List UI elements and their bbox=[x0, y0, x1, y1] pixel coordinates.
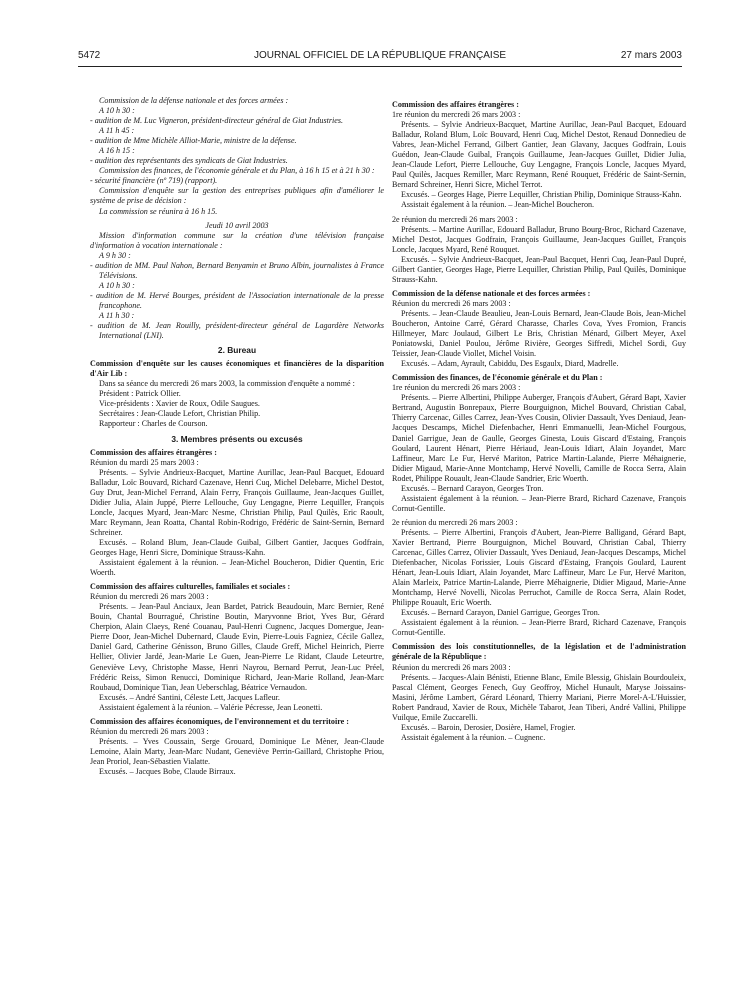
paragraph: Assistaient également à la réunion. – Jean-Michel Boucheron, Didier Quentin, Eric Woerth. bbox=[90, 558, 384, 578]
paragraph: Présents. – Jacques-Alain Bénisti, Etienne Blanc, Emile Blessig, Ghislain Bourdouleix, Pascal Clément, Georges Fenech, Guy Geoffroy, Michel Hunault, Maryse Joissains-Masini, Jérôme Lambert, Gérard Léonard, Thierry Mariani, Pierre Morel-A-L'Huissier, Robert Pandraud, Xavier de Roux, Michèle Tabarot, Jean Tiberi, André Vallini, Philippe Vuilque, Emile Zuccarelli. bbox=[392, 672, 686, 722]
paragraph: Excusés. – Adam, Ayrault, Cabiddu, Des Esgaulx, Diard, Madrelle. bbox=[401, 359, 619, 369]
paragraph: A 10 h 30 : bbox=[99, 280, 135, 290]
journal-title: JOURNAL OFFICIEL DE LA RÉPUBLIQUE FRANÇAISE bbox=[253, 50, 507, 61]
paragraph: Réunion du mercredi 26 mars 2003 : bbox=[90, 726, 209, 736]
section-heading: 2. Bureau bbox=[217, 345, 257, 356]
paragraph: A 9 h 30 : bbox=[99, 250, 131, 260]
paragraph: Excusés. – Bernard Carayon, Georges Tron. bbox=[401, 483, 544, 493]
paragraph: Vice-présidents : Xavier de Roux, Odile Saugues. bbox=[99, 399, 260, 409]
paragraph: Réunion du mercredi 26 mars 2003 : bbox=[392, 298, 511, 308]
paragraph: 1re réunion du mercredi 26 mars 2003 : bbox=[392, 383, 521, 393]
page-header bbox=[78, 50, 682, 66]
paragraph: 1re réunion du mercredi 26 mars 2003 : bbox=[392, 110, 521, 120]
paragraph: Commission d'enquête sur la gestion des entreprises publiques afin d'améliorer le système de prise de décision : bbox=[90, 186, 384, 206]
paragraph: Dans sa séance du mercredi 26 mars 2003, la commission d'enquête a nommé : bbox=[99, 379, 355, 389]
paragraph: Présents. – Sylvie Andrieux-Bacquet, Martine Aurillac, Jean-Paul Bacquet, Edouard Balladur, Loïc Bouvard, Richard Cazenave, Henri Cuq, Michel Delebarre, Michel Destot, Guy Drut, Jean-Michel Ferrand, Alain Ferry, François Guillaume, Jean-Jacques Guillet, Didier Julia, Alain Juppé, Pierre Lellouche, Guy Lengagne, Pierre Lequiller, François Loncle, Jacques Myard, Jean-Marc Nesme, Christian Philip, Paul Quilès, Eric Raoult, Marc Reymann, Jean Roatta, Chantal Robin-Rodrigo, Frédéric de Saint-Sernin, Bernard Schreiner. bbox=[90, 467, 384, 537]
paragraph: Excusés. – Georges Hage, Pierre Lequiller, Christian Philip, Dominique Strauss-Kahn. bbox=[401, 190, 682, 200]
paragraph: Jeudi 10 avril 2003 bbox=[205, 220, 269, 230]
paragraph: Excusés. – André Santini, Céleste Lett, Jacques Lafleur. bbox=[99, 692, 280, 702]
paragraph: Réunion du mercredi 26 mars 2003 : bbox=[392, 662, 511, 672]
paragraph: Assistaient également à la réunion. – Jean-Pierre Brard, Richard Cazenave, François Cornut-Gentille. bbox=[392, 493, 686, 513]
paragraph: Présents. – Pierre Albertini, Philippe Auberger, François d'Aubert, Gérard Bapt, Xavier Bertrand, Augustin Bonrepaux, Pierre Bourguignon, Michel Bouvard, Christian Cabal, Thierry Carcenac, Gilles Carrez, Jean-Yves Cousin, Olivier Dassault, Yves Deniaud, Jean-Jacques Descamps, Michel Diefenbacher, Henri Emmanuelli, Jean-Michel Fourgous, Daniel Garrigue, Jean de Gaulle, Georges Ginesta, Louis Giscard d'Estaing, François Goulard, Laurent Hénart, Pierre Hériaud, Jean-Louis Idiart, Alain Joyandet, Marc Laffineur, Marc Le Fur, Hervé Mariton, Patrice Martin-Lalande, Pierre Méhaignerie, Didier Migaud, Marie-Anne Montchamp, Hervé Novelli, Camille de Rocca Serra, Alain Rodet, Philippe Rouault, Jean-Claude Sandrier, Eric Woerth. bbox=[392, 393, 686, 483]
committee-heading: Commission de la défense nationale et des forces armées : bbox=[392, 288, 591, 298]
paragraph: A 16 h 15 : bbox=[99, 146, 135, 156]
paragraph: A 11 h 45 : bbox=[99, 126, 135, 136]
paragraph: - audition de MM. Paul Nahon, Bernard Benyamin et Bruno Albin, journalistes à France Télévisions. bbox=[90, 260, 384, 280]
paragraph: - audition de Mme Michèle Alliot-Marie, ministre de la défense. bbox=[90, 136, 297, 146]
committee-heading: Commission des affaires économiques, de l'environnement et du territoire : bbox=[90, 716, 349, 726]
page-number: 5472 bbox=[78, 50, 101, 61]
paragraph: Excusés. – Roland Blum, Jean-Claude Guibal, Gilbert Gantier, Jacques Godfrain, Georges Hage, Henri Sicre, Dominique Strauss-Kahn. bbox=[90, 537, 384, 558]
paragraph: - audition de M. Jean Rouilly, président-directeur général de Lagardère Networks International (LNI). bbox=[90, 321, 384, 341]
paragraph: A 10 h 30 : bbox=[99, 106, 135, 116]
paragraph: 2e réunion du mercredi 26 mars 2003 : bbox=[392, 214, 518, 224]
committee-heading: Commission des affaires étrangères : bbox=[392, 100, 519, 109]
paragraph: Excusés. – Jacques Bobe, Claude Birraux. bbox=[99, 767, 236, 776]
paragraph: Réunion du mardi 25 mars 2003 : bbox=[90, 457, 199, 467]
committee-heading: Commission des finances, de l'économie générale et du Plan : bbox=[392, 373, 603, 383]
paragraph: Excusés. – Baroin, Derosier, Dosière, Hamel, Frogier. bbox=[401, 722, 576, 732]
paragraph: Rapporteur : Charles de Courson. bbox=[99, 419, 208, 429]
paragraph: Commission de la défense nationale et des forces armées : bbox=[99, 96, 289, 105]
paragraph: - audition des représentants des syndicats de Giat Industries. bbox=[90, 156, 288, 166]
issue-date: 27 mars 2003 bbox=[620, 50, 682, 61]
committee-heading: Commission des affaires étrangères : bbox=[90, 447, 217, 457]
paragraph: Président : Patrick Ollier. bbox=[99, 389, 181, 399]
paragraph: Assistaient également à la réunion. – Jean-Pierre Brard, Richard Cazenave, François Cornut-Gentille. bbox=[392, 618, 686, 638]
paragraph: Commission des finances, de l'économie générale et du Plan, à 16 h 15 et à 21 h 30 : bbox=[99, 166, 375, 176]
paragraph: Mission d'information commune sur la création d'une télévision française d'information à vocation internationale : bbox=[90, 230, 384, 250]
right-column bbox=[392, 96, 686, 743]
paragraph: Présents. – Pierre Albertini, François d'Aubert, Jean-Pierre Balligand, Gérard Bapt, Xavier Bertrand, Pierre Bourguignon, Michel Bouvard, Christian Cabal, Thierry Carcenac, Gilles Carrez, Olivier Dassault, Yves Deniaud, Jean-Jacques Descamps, Michel Diefenbacher, Nicolas Forissier, Louis Giscard d'Estaing, François Goulard, Laurent Hénart, Jean-Louis Idiart, Alain Joyandet, Marc Laffineur, Marc Le Fur, Hervé Mariton, Alain Marleix, Patrice Martin-Lalande, Pierre Méhaignerie, Didier Migaud, Marie-Anne Montchamp, Hervé Novelli, Nicolas Perruchot, Camille de Rocca Serra, Alain Rodet, Philippe Rouault, Eric Woerth. bbox=[392, 527, 686, 608]
paragraph: Réunion du mercredi 26 mars 2003 : bbox=[90, 592, 209, 602]
paragraph: Présents. – Yves Coussain, Serge Grouard, Dominique Le Mèner, Jean-Claude Lemoine, Alain Marty, Jean-Marc Nudant, Geneviève Perrin-Gaillard, Christophe Priou, Jean Proriol, Jean-Sébastien Vialatte. bbox=[90, 736, 384, 766]
paragraph: Excusés. – Bernard Carayon, Daniel Garrigue, Georges Tron. bbox=[401, 608, 600, 618]
left-column bbox=[90, 96, 384, 777]
committee-heading: Commission des affaires culturelles, familiales et sociales : bbox=[90, 582, 291, 592]
paragraph: Présents. – Jean-Paul Anciaux, Jean Bardet, Patrick Beaudouin, Marc Bernier, René Bouin, Chantal Bourragué, Christine Boutin, Maryvonne Briot, Yves Bur, Gérard Cherpion, Alain Claeys, René Couanau, Paul-Henri Cugnenc, Jacques Domergue, Jean-Pierre Door, Jean-Michel Dubernard, Claude Evin, Pierre-Louis Fagniez, Cécile Gallez, Daniel Gard, Catherine Génisson, Bruno Gilles, Claude Greff, Michel Heinrich, Pierre Hellier, Olivier Jardé, Jean-Marie Le Guen, Jean-Pierre Le Ridant, Claude Leteurtre, Geneviève Levy, Christophe Masse, Henri Nayrou, Bernard Perrut, Jean-Luc Préel, Frédéric Reiss, Simon Renucci, Dominique Richard, Jean-Marie Rolland, Jean-Marc Roubaud, Dominique Tian, Jean Ueberschlag, Béatrice Vernaudon. bbox=[90, 602, 384, 692]
paragraph: - audition de M. Luc Vigneron, président-directeur général de Giat Industries. bbox=[90, 116, 344, 126]
paragraph: Assistait également à la réunion. – Jean-Michel Boucheron. bbox=[401, 200, 595, 210]
section-heading: 3. Membres présents ou excusés bbox=[171, 433, 303, 444]
committee-heading: Commission des lois constitutionnelles, de la législation et de l'administration générale de la République : bbox=[392, 642, 686, 662]
paragraph: Assistaient également à la réunion. – Valérie Pécresse, Jean Leonetti. bbox=[99, 702, 323, 712]
paragraph: Présents. – Martine Aurillac, Edouard Balladur, Bruno Bourg-Broc, Richard Cazenave, Michel Destot, Jacques Godfrain, François Guillaume, Jean-Jacques Guillet, François Loncle, Jacques Myard, René Rouquet. bbox=[392, 224, 686, 254]
paragraph: Présents. – Sylvie Andrieux-Bacquet, Martine Aurillac, Jean-Paul Bacquet, Edouard Balladur, Roland Blum, Loïc Bouvard, Henri Cuq, Michel Destot, Renaud Donnedieu de Vabres, Jean-Michel Ferrand, Gilbert Gantier, Jean Glavany, Jacques Godfrain, Louis Guédon, Jean-Claude Guibal, François Guillaume, Jean-Jacques Guillet, Didier Julia, Jean-Claude Lefort, Pierre Lellouche, Guy Lengagne, François Loncle, Jacques Myard, Paul Quilès, Jacques Remiller, Marc Reymann, René Rouquet, Frédéric de Saint-Sernin, Bernard Schreiner, Henri Sicre, Michel Terrot. bbox=[392, 120, 686, 190]
paragraph: Assistait également à la réunion. – Cugnenc. bbox=[401, 732, 546, 742]
paragraph: - audition de M. Hervé Bourges, président de l'Association internationale de la presse francophone. bbox=[90, 290, 384, 310]
paragraph: Présents. – Jean-Claude Beaulieu, Jean-Louis Bernard, Jean-Claude Bois, Jean-Michel Boucheron, Antoine Carré, Gérard Charasse, Charles Cova, Yves Fromion, Francis Hillmeyer, Marc Joulaud, Gilbert Le Bris, Christian Ménard, Gilbert Meyer, Axel Poniatowski, Daniel Poulou, Jérôme Rivière, Georges Siffredi, Michel Sordi, Guy Teissier, Jean-Claude Viollet, Michel Voisin. bbox=[392, 308, 686, 359]
paragraph: Secrétaires : Jean-Claude Lefort, Christian Philip. bbox=[99, 409, 261, 419]
committee-heading: Commission d'enquête sur les causes économiques et financières de la disparition d'Air Lib : bbox=[90, 359, 384, 379]
header-rule bbox=[78, 66, 682, 67]
paragraph: A 11 h 30 : bbox=[99, 310, 135, 320]
paragraph: - sécurité financière (nº 719) (rapport). bbox=[90, 176, 218, 186]
paragraph: La commission se réunira à 16 h 15. bbox=[99, 206, 218, 216]
paragraph: 2e réunion du mercredi 26 mars 2003 : bbox=[392, 517, 518, 527]
paragraph: Excusés. – Sylvie Andrieux-Bacquet, Jean-Paul Bacquet, Henri Cuq, Jean-Paul Dupré, Gilbert Gantier, Georges Hage, Pierre Lequiller, Christian Philip, Paul Quilès, Dominique Strauss-Kahn. bbox=[392, 254, 686, 284]
